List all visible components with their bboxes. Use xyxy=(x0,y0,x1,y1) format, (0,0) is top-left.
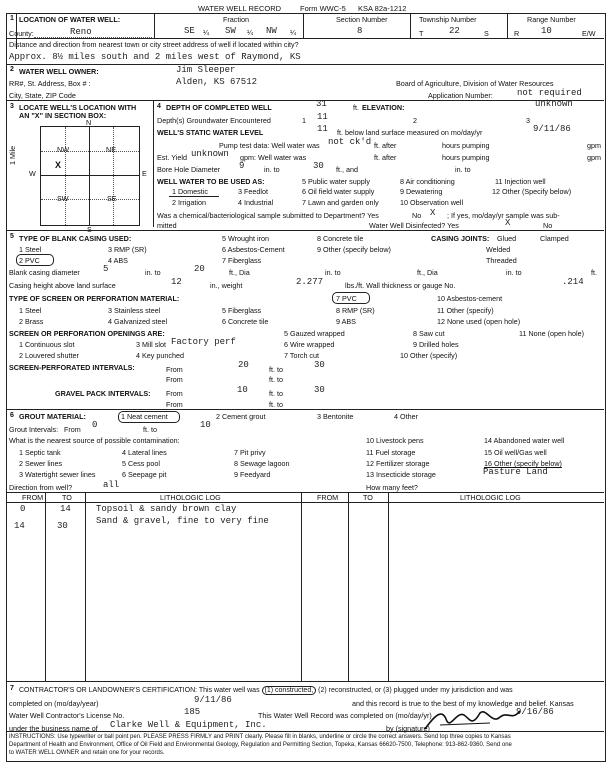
well-x-mark: X xyxy=(55,160,62,170)
gpm-label: gpm xyxy=(587,153,601,162)
open-none[interactable]: 11 None (open hole) xyxy=(519,329,584,338)
contamination-label: What is the nearest source of possible contamination: xyxy=(9,436,180,445)
owner-value[interactable]: Jim Sleeper xyxy=(176,65,236,75)
use-label: WELL WATER TO BE USED AS: xyxy=(157,177,265,186)
log-title: LITHOLOGIC LOG xyxy=(160,493,221,502)
fraction-q3[interactable]: NW xyxy=(266,26,277,36)
township-t: T xyxy=(419,29,424,38)
license-value[interactable]: 185 xyxy=(184,707,201,717)
use-injection[interactable]: 11 Injection well xyxy=(495,177,546,186)
after-label: ft. after xyxy=(374,141,397,150)
bore-value[interactable]: 9 xyxy=(239,161,245,171)
chem-mitted: mitted xyxy=(157,221,177,230)
quarter-mark: ¼ xyxy=(203,28,209,37)
gi-to-label: ft. to xyxy=(143,425,157,434)
mile-label: 1 Mile xyxy=(8,145,17,165)
ksa-reference: KSA 82a-1212 xyxy=(358,4,407,13)
chem-no-label: No xyxy=(412,211,422,220)
screen-pvc-circle xyxy=(332,292,370,304)
log-row-from[interactable]: 14 xyxy=(14,521,25,531)
nw-label: NW xyxy=(57,145,69,154)
groundwater-1[interactable]: 11 xyxy=(317,112,328,122)
joint-welded[interactable]: Welded xyxy=(486,245,511,254)
completed-label: completed on (mo/day/year) xyxy=(9,699,99,708)
grout-other[interactable]: 4 Other xyxy=(394,412,418,421)
contam-other[interactable]: 16 Other (specify below) xyxy=(484,459,562,468)
gp-from-value[interactable]: 10 xyxy=(237,385,248,395)
section-2-number: 2 xyxy=(10,66,14,73)
log-row-desc[interactable]: Sand & gravel, fine to very fine xyxy=(96,516,269,526)
se-label: SE xyxy=(107,194,117,203)
section-6-number: 6 xyxy=(10,412,14,419)
gi-from-label: From xyxy=(64,425,81,434)
gi-from-value[interactable]: 0 xyxy=(92,420,98,430)
screen-abs[interactable]: 9 ABS xyxy=(336,317,356,326)
gauge-value[interactable]: .214 xyxy=(562,277,584,287)
grout-label: GROUT MATERIAL: xyxy=(19,412,86,421)
yield-value[interactable]: unknown xyxy=(191,149,229,159)
west-label: W xyxy=(29,169,36,178)
quarter-mark: ¼ xyxy=(247,28,253,37)
log-row-desc[interactable]: Topsoil & sandy brown clay xyxy=(96,504,237,514)
casing-pvc[interactable]: 2 PVC xyxy=(19,256,40,265)
pasture-value[interactable]: Pasture Land xyxy=(483,467,548,477)
gw2-number: 2 xyxy=(413,116,417,125)
distance-value[interactable]: Approx. 8½ miles south and 2 miles west of Raymond, KS xyxy=(9,52,301,62)
screen-brass[interactable]: 2 Brass xyxy=(19,317,44,326)
contam-sewer[interactable]: 2 Sewer lines xyxy=(19,459,63,468)
screen-steel[interactable]: 1 Steel xyxy=(19,306,42,315)
section-label: Section Number xyxy=(336,15,388,24)
bore-in: in. to xyxy=(264,165,280,174)
open-wire[interactable]: 6 Wire wrapped xyxy=(284,340,335,349)
ft-label: ft. xyxy=(353,103,359,112)
cert-line-1: CONTRACTOR'S OR LANDOWNER'S CERTIFICATION: This water well was (1) constructed, (2) reconstructed, or (3) plugged under my jurisdiction and was xyxy=(19,687,513,694)
contam-fuel[interactable]: 11 Fuel storage xyxy=(366,448,416,457)
log-from-header-2: FROM xyxy=(317,493,339,502)
fraction-label: Fraction xyxy=(223,15,249,24)
section-value[interactable]: 8 xyxy=(357,26,363,36)
use-public[interactable]: 5 Public water supply xyxy=(302,177,370,186)
diameter-ft: ft. xyxy=(591,268,597,277)
casing-steel[interactable]: 1 Steel xyxy=(19,245,42,254)
contam-insecticide[interactable]: 13 Insecticide storage xyxy=(366,470,436,479)
city-label: City, State, ZIP Code xyxy=(9,91,76,100)
use-industrial[interactable]: 4 Industrial xyxy=(238,198,274,207)
screen-other[interactable]: 11 Other (specify) xyxy=(437,306,494,315)
contam-oil[interactable]: 15 Oil well/Gas well xyxy=(484,448,547,457)
diameter-in-to-3: in. to xyxy=(506,268,522,277)
owner-label: WATER WELL OWNER: xyxy=(19,67,99,76)
hours-label: hours pumping xyxy=(442,141,490,150)
gp-ft-to-2: ft. to xyxy=(269,400,283,409)
casing-other[interactable]: 9 Other (specify below) xyxy=(317,245,391,254)
section-1-number: 1 xyxy=(10,15,14,22)
county-label: County: xyxy=(9,29,34,38)
record-date[interactable]: 9/16/86 xyxy=(516,707,554,717)
log-row-to[interactable]: 14 xyxy=(60,504,71,514)
gpm-label: gpm xyxy=(587,141,601,150)
height-label: Casing height above land surface xyxy=(9,281,116,290)
use-observation[interactable]: 10 Observation well xyxy=(400,198,464,207)
section-3-number: 3 xyxy=(10,103,14,110)
township-s: S xyxy=(484,29,489,38)
casing-label: TYPE OF BLANK CASING USED: xyxy=(19,234,132,243)
open-torch[interactable]: 7 Torch cut xyxy=(284,351,320,360)
casing-fiberglass[interactable]: 7 Fiberglass xyxy=(222,256,262,265)
locate-title-1: LOCATE WELL'S LOCATION WITH xyxy=(19,103,137,112)
gp-from-label-2: From xyxy=(166,400,183,409)
diameter-in-to-2: in. to xyxy=(325,268,341,277)
instructions-line-1: INSTRUCTIONS: Use typewriter or ball point pen. PLEASE PRESS FIRMLY and PRINT clearly. Please fill in blanks, underline or circle the correct answers. Send top three copies to Kansas xyxy=(9,734,511,740)
joint-glued[interactable]: Glued xyxy=(497,234,517,243)
completed-value[interactable]: 9/11/86 xyxy=(194,695,232,705)
log-row-from[interactable]: 0 xyxy=(20,504,26,514)
gw3-number: 3 xyxy=(526,116,530,125)
log-title-2: LITHOLOGIC LOG xyxy=(460,493,521,502)
contam-septic[interactable]: 1 Septic tank xyxy=(19,448,61,457)
static-level-value[interactable]: 11 xyxy=(317,124,328,134)
contam-lateral[interactable]: 4 Lateral lines xyxy=(122,448,167,457)
application-label: Application Number: xyxy=(428,91,493,100)
si-ft-to-2: ft. to xyxy=(269,375,283,384)
quarter-mark: ¼ xyxy=(290,28,296,37)
screen-concrete[interactable]: 6 Concrete tile xyxy=(222,317,269,326)
log-to-header: TO xyxy=(62,493,72,502)
county-value[interactable]: Reno xyxy=(70,27,92,37)
diameter-to[interactable]: 20 xyxy=(194,264,205,274)
screen-galvanized[interactable]: 4 Galvanized steel xyxy=(108,317,168,326)
diameter-value[interactable]: 5 xyxy=(103,264,109,274)
bore-and: ft., and xyxy=(336,165,358,174)
screen-rmp[interactable]: 8 RMP (SR) xyxy=(336,306,375,315)
gravel-label: GRAVEL PACK INTERVALS: xyxy=(55,389,151,398)
use-lawn[interactable]: 7 Lawn and garden only xyxy=(302,198,379,207)
mill-slot-value[interactable]: Factory perf xyxy=(171,337,236,347)
grout-bentonite[interactable]: 3 Bentonite xyxy=(317,412,354,421)
completed-tail: and this record is true to the best of my knowledge and belief. Kansas xyxy=(352,699,574,708)
si-to-value[interactable]: 30 xyxy=(314,360,325,370)
bore-in2: in. to xyxy=(455,165,471,174)
pump-value[interactable]: not ck'd xyxy=(328,137,372,147)
casing-concrete[interactable]: 8 Concrete tile xyxy=(317,234,364,243)
elevation-value[interactable]: unknown xyxy=(535,99,573,109)
gi-to-value[interactable]: 10 xyxy=(200,420,211,430)
disinfected-label: Water Well Disinfected? Yes xyxy=(369,221,459,230)
range-ew: E/W xyxy=(582,29,596,38)
open-mill[interactable]: 3 Mill slot xyxy=(136,340,166,349)
static-level-label: WELL'S STATIC WATER LEVEL xyxy=(157,128,264,137)
location-label: LOCATION OF WATER WELL: xyxy=(19,15,121,24)
casing-wrought[interactable]: 5 Wrought iron xyxy=(222,234,270,243)
business-value[interactable]: Clarke Well & Equipment, Inc. xyxy=(110,720,267,730)
form-number: Form WWC-5 xyxy=(300,4,346,13)
use-dewatering[interactable]: 9 Dewatering xyxy=(400,187,443,196)
screen-asbestos[interactable]: 10 Asbestos-cement xyxy=(437,294,503,303)
contam-watertight[interactable]: 3 Watertight sewer lines xyxy=(19,470,96,479)
open-key[interactable]: 4 Key punched xyxy=(136,351,184,360)
disinfected-x[interactable]: X xyxy=(505,218,511,228)
instructions-line-2: Department of Health and Environment, Office of Oil Field and Environmental Geology, Regulation and Permitting Section, Topeka, Kansas 66620-7500, Telephone: 913-862-9360. Send one xyxy=(9,742,512,748)
weight-suffix: lbs./ft. Wall thickness or gauge No. xyxy=(345,281,456,290)
si-from-label-2: From xyxy=(166,375,183,384)
diameter-ft-dia: ft., Dia xyxy=(417,268,438,277)
screen-fiberglass[interactable]: 5 Fiberglass xyxy=(222,306,262,315)
gp-ft-to: ft. to xyxy=(269,389,283,398)
direction-label: Direction from well? xyxy=(9,483,73,492)
use-air[interactable]: 8 Air conditioning xyxy=(400,177,455,186)
contam-lagoon[interactable]: 8 Sewage lagoon xyxy=(234,459,290,468)
screen-none[interactable]: 12 None used (open hole) xyxy=(437,317,521,326)
range-value[interactable]: 10 xyxy=(541,26,552,36)
screen-intervals-label: SCREEN-PERFORATED INTERVALS: xyxy=(9,363,135,372)
screen-label: TYPE OF SCREEN OR PERFORATION MATERIAL: xyxy=(9,294,180,303)
gp-to-value[interactable]: 30 xyxy=(314,385,325,395)
distance-label: Distance and direction from nearest town or city street address of well if located within city? xyxy=(9,40,299,49)
contam-fertilizer[interactable]: 12 Fertilizer storage xyxy=(366,459,430,468)
section-5-number: 5 xyxy=(10,233,14,240)
casing-abs[interactable]: 4 ABS xyxy=(108,256,128,265)
use-domestic[interactable]: 1 Domestic xyxy=(172,187,208,196)
casing-asbestos[interactable]: 6 Asbestos-Cement xyxy=(222,245,285,254)
openings-label: SCREEN OR PERFORATION OPENINGS ARE: xyxy=(9,329,165,338)
contam-feedyard[interactable]: 9 Feedyard xyxy=(234,470,271,479)
north-label: N xyxy=(86,118,92,127)
board-text: Board of Agriculture, Division of Water Resources xyxy=(396,79,554,88)
open-saw[interactable]: 8 Saw cut xyxy=(413,329,445,338)
record-label: This Water Well Record was completed on (mo/day/yr) xyxy=(258,711,432,720)
diameter-label: Blank casing diameter xyxy=(9,268,80,277)
signature-label: by (signature) xyxy=(386,724,430,733)
south-label: S xyxy=(87,225,92,234)
gw1-number: 1 xyxy=(302,116,306,125)
chem-tail: ; If yes, mo/day/yr sample was sub- xyxy=(447,211,560,220)
height-value[interactable]: 12 xyxy=(171,277,182,287)
use-oilfield[interactable]: 6 Oil field water supply xyxy=(302,187,375,196)
contam-seepage[interactable]: 6 Seepage pit xyxy=(122,470,167,479)
static-suffix: ft. below land surface measured on mo/day/yr xyxy=(337,128,483,137)
elevation-label: ELEVATION: xyxy=(362,103,405,112)
depth-label: DEPTH OF COMPLETED WELL xyxy=(166,103,272,112)
locate-title-2: AN "X" IN SECTION BOX: xyxy=(19,111,107,120)
contam-abandoned[interactable]: 14 Abandoned water well xyxy=(484,436,565,445)
direction-value[interactable]: all xyxy=(103,480,120,490)
contam-livestock[interactable]: 10 Livestock pens xyxy=(366,436,424,445)
hours-label: hours pumping xyxy=(442,153,490,162)
log-to-header-2: TO xyxy=(363,493,373,502)
grout-neat[interactable]: 1 Neat cement xyxy=(121,412,168,421)
groundwater-label: Depth(s) Groundwater Encountered xyxy=(157,116,271,125)
screen-pvc[interactable]: 7 PVC xyxy=(336,294,357,303)
open-continuous[interactable]: 1 Continuous slot xyxy=(19,340,75,349)
township-label: Township Number xyxy=(419,15,477,24)
yield-label: Est. Yield xyxy=(157,153,187,162)
disinfected-no: No xyxy=(543,221,553,230)
contam-cess[interactable]: 5 Cess pool xyxy=(122,459,160,468)
form-title: WATER WELL RECORD xyxy=(198,4,282,13)
use-feedlot[interactable]: 3 Feedlot xyxy=(238,187,268,196)
range-r: R xyxy=(514,29,520,38)
east-label: E xyxy=(142,169,147,178)
joints-label: CASING JOINTS: xyxy=(431,234,490,243)
chem-label: Was a chemical/bacteriological sample submitted to Department? Yes xyxy=(157,211,379,220)
section-7-number: 7 xyxy=(10,685,14,692)
application-value[interactable]: not required xyxy=(517,88,582,98)
weight-value[interactable]: 2.277 xyxy=(296,277,324,287)
ne-label: NE xyxy=(106,145,116,154)
grout-intervals-label: Grout Intervals: xyxy=(9,425,59,434)
fraction-q1[interactable]: SE xyxy=(184,26,195,36)
contam-pit[interactable]: 7 Pit privy xyxy=(234,448,266,457)
license-label: Water Well Contractor's License No. xyxy=(9,711,125,720)
joint-threaded[interactable]: Threaded xyxy=(486,256,517,265)
log-row-to[interactable]: 30 xyxy=(57,521,68,531)
pvc-circle xyxy=(16,254,54,266)
open-drilled[interactable]: 9 Drilled holes xyxy=(413,340,459,349)
si-from-label: From xyxy=(166,365,183,374)
gp-from-label: From xyxy=(166,389,183,398)
after-label: ft. after xyxy=(374,153,397,162)
address-label: RR#, St. Address, Box # : xyxy=(9,79,91,88)
section-4-number: 4 xyxy=(157,103,161,110)
casing-rmp[interactable]: 3 RMP (SR) xyxy=(108,245,147,254)
constructed-option: (1) constructed, xyxy=(262,686,317,695)
instructions-line-3: to WATER WELL OWNER and retain one for your records. xyxy=(9,750,165,756)
business-label: under the business name of xyxy=(9,724,98,733)
si-from-value[interactable]: 20 xyxy=(238,360,249,370)
sw-label: SW xyxy=(57,194,69,203)
pump-label: Pump test data: Well water was xyxy=(219,141,320,150)
screen-stainless[interactable]: 3 Stainless steel xyxy=(108,306,161,315)
si-ft-to: ft. to xyxy=(269,365,283,374)
howmany-label: How many feet? xyxy=(366,483,418,492)
open-louvered[interactable]: 2 Louvered shutter xyxy=(19,351,79,360)
open-gauzed[interactable]: 5 Gauzed wrapped xyxy=(284,329,345,338)
diameter-suffix: ft., Dia xyxy=(229,268,250,277)
depth-value[interactable]: 31 xyxy=(316,99,327,109)
chem-x[interactable]: X xyxy=(430,208,436,218)
bore-label: Bore Hole Diameter xyxy=(157,165,221,174)
grout-cement[interactable]: 2 Cement grout xyxy=(216,412,266,421)
range-label: Range Number xyxy=(527,15,576,24)
township-value[interactable]: 22 xyxy=(449,26,460,36)
yield-suffix: gpm: Well water was xyxy=(240,153,307,162)
domestic-underline xyxy=(169,196,219,197)
joint-clamped[interactable]: Clamped xyxy=(540,234,569,243)
log-from-header: FROM xyxy=(22,493,44,502)
fraction-q2[interactable]: SW xyxy=(225,26,236,36)
section-box[interactable] xyxy=(40,126,140,226)
use-other[interactable]: 12 Other (Specify below) xyxy=(492,187,572,196)
open-other[interactable]: 10 Other (specify) xyxy=(400,351,458,360)
diameter-in-to: in. to xyxy=(145,268,161,277)
use-irrigation[interactable]: 2 Irrigation xyxy=(172,198,206,207)
static-date[interactable]: 9/11/86 xyxy=(533,124,571,134)
address-value[interactable]: Alden, KS 67512 xyxy=(176,77,258,87)
bore-to[interactable]: 30 xyxy=(313,161,324,171)
grout-neat-circle xyxy=(118,411,180,423)
weight-label: in., weight xyxy=(210,281,243,290)
